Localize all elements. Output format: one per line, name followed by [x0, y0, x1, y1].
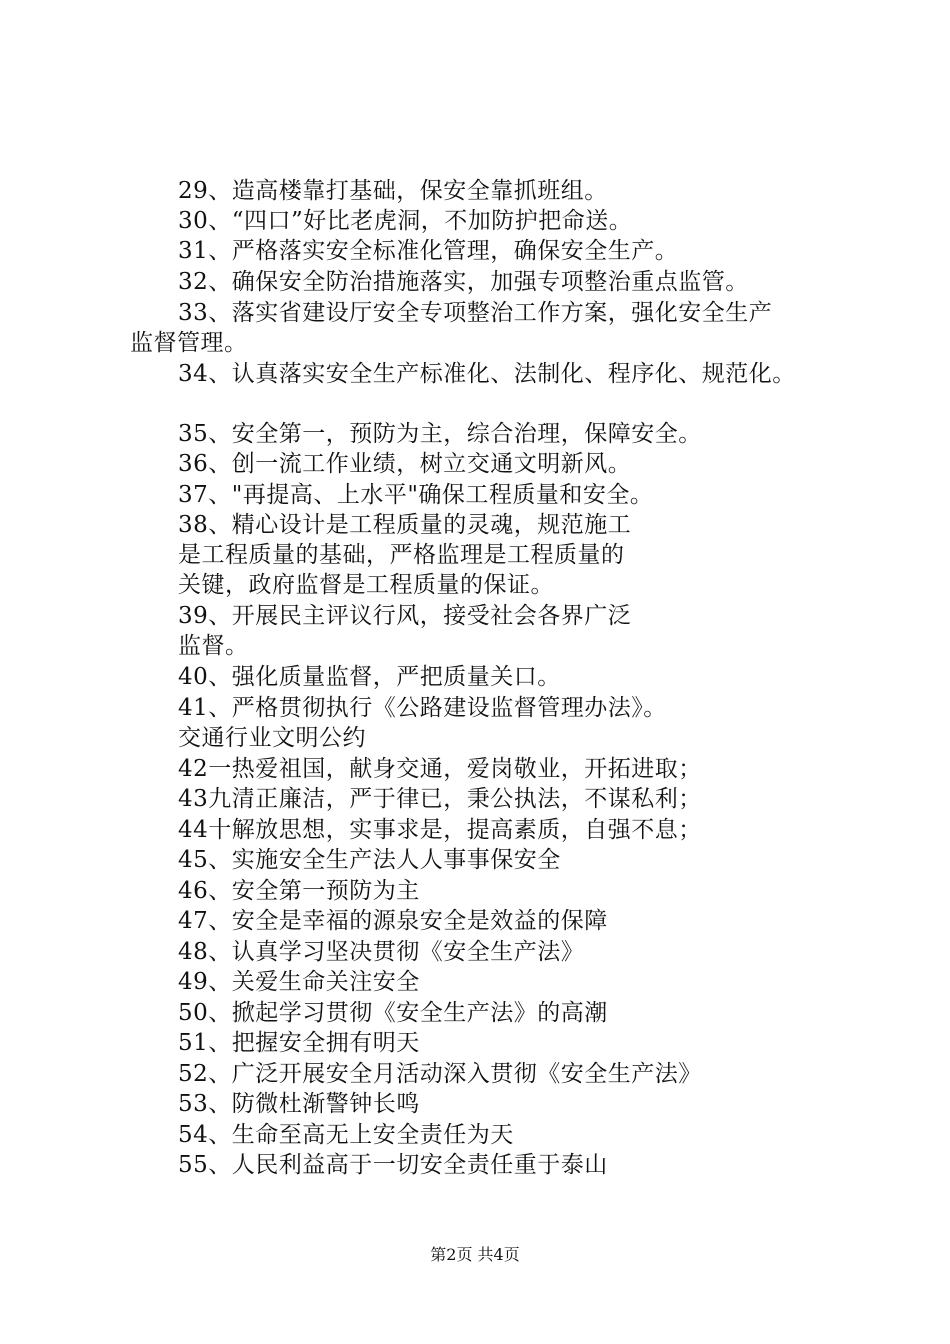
text-line: 交通行业文明公约 [178, 725, 366, 751]
text-line: 关键，政府监督是工程质量的保证。 [178, 572, 554, 598]
text-line: 36、创一流工作业绩，树立交通文明新风。 [178, 451, 632, 477]
text-line: 50、掀起学习贯彻《安全生产法》的高潮 [178, 1000, 608, 1026]
text-line: 39、开展民主评议行风，接受社会各界广泛 [178, 603, 632, 629]
text-line: 监督管理。 [130, 330, 248, 356]
text-line: 29、造高楼靠打基础，保安全靠抓班组。 [178, 178, 608, 204]
text-line: 43九清正廉洁，严于律已，秉公执法，不谋私利； [178, 786, 702, 812]
text-line: 47、安全是幸福的源泉安全是效益的保障 [178, 908, 608, 934]
text-line: 37、"再提高、上水平"确保工程质量和安全。 [178, 482, 654, 508]
text-line: 48、认真学习坚决贯彻《安全生产法》 [178, 939, 585, 965]
text-line: 53、防微杜渐警钟长鸣 [178, 1091, 420, 1117]
text-line: 30、“四口”好比老虎洞，不加防护把命送。 [178, 208, 633, 234]
text-line: 32、确保安全防治措施落实，加强专项整治重点监管。 [178, 269, 749, 295]
text-line: 33、落实省建设厅安全专项整治工作方案，强化安全生产 [178, 300, 773, 326]
text-line: 51、把握安全拥有明天 [178, 1030, 420, 1056]
text-line: 42一热爱祖国，献身交通，爱岗敬业，开拓进取； [178, 756, 702, 782]
text-line: 46、安全第一预防为主 [178, 878, 420, 904]
text-line: 34、认真落实安全生产标准化、法制化、程序化、规范化。 [178, 361, 796, 387]
text-line: 55、人民利益高于一切安全责任重于泰山 [178, 1152, 608, 1178]
text-line: 31、严格落实安全标准化管理，确保安全生产。 [178, 238, 679, 264]
text-line: 52、广泛开展安全月活动深入贯彻《安全生产法》 [178, 1061, 702, 1087]
text-line: 45、实施安全生产法人人事事保安全 [178, 847, 561, 873]
text-line: 38、精心设计是工程质量的灵魂，规范施工 [178, 512, 632, 538]
text-line: 40、强化质量监督，严把质量关口。 [178, 664, 561, 690]
text-line: 41、严格贯彻执行《公路建设监督管理办法》。 [178, 695, 667, 721]
page-number-footer: 第2页 共4页 [430, 1245, 520, 1264]
text-line: 35、安全第一，预防为主，综合治理，保障安全。 [178, 421, 702, 447]
text-line: 49、关爱生命关注安全 [178, 969, 420, 995]
text-line: 44十解放思想，实事求是，提高素质，自强不息； [178, 817, 702, 843]
text-line: 54、生命至高无上安全责任为天 [178, 1122, 514, 1148]
text-line: 是工程质量的基础，严格监理是工程质量的 [178, 542, 625, 568]
text-line: 监督。 [178, 633, 249, 659]
